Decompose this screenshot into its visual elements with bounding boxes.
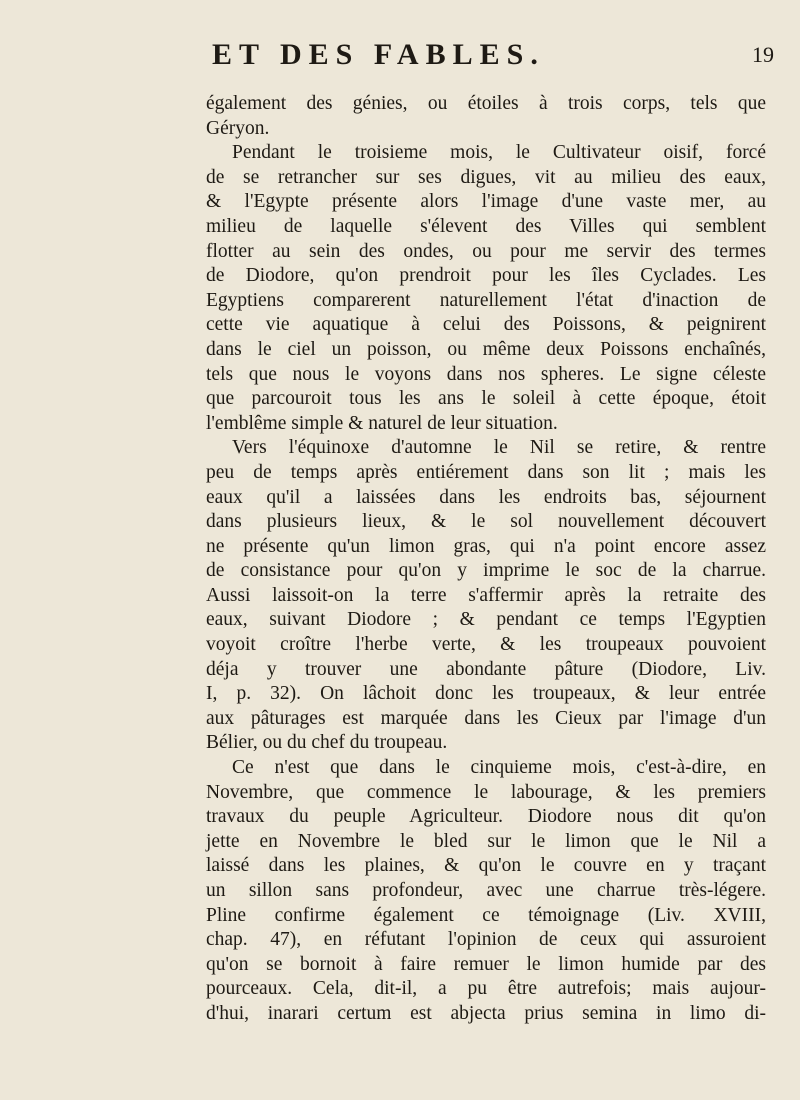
text-line: l'emblême simple & naturel de leur situation. [206, 412, 558, 434]
text-line: I, p. 32). On lâchoit donc les troupeaux, & leur entrée [206, 683, 766, 705]
text-line: Vers l'équinoxe d'automne le Nil se retire, & rentre [232, 437, 766, 459]
text-line: jette en Novembre le bled sur le limon que le Nil a [206, 830, 766, 852]
text-line: flotter au sein des ondes, ou pour me servir des termes [206, 240, 766, 262]
text-line: travaux du peuple Agriculteur. Diodore nous dit qu'on [206, 806, 766, 828]
page-number: 19 [752, 42, 774, 67]
text-line: tels que nous le voyons dans nos spheres. Le signe céleste [206, 363, 766, 385]
text-line: d'hui, inarari certum est abjecta prius semina in limo di- [206, 1002, 766, 1024]
text-line: eaux, suivant Diodore ; & pendant ce temps l'Egyptien [206, 609, 766, 631]
text-line: aux pâturages est marquée dans les Cieux par l'image d'un [206, 707, 766, 729]
text-line: qu'on se bornoit à faire remuer le limon humide par des [206, 953, 766, 975]
text-line: Géryon. [206, 117, 270, 139]
body-text [206, 92, 766, 1027]
page-header [212, 38, 800, 78]
text-line: peu de temps après entiérement dans son lit ; mais les [206, 461, 766, 483]
text-line: & l'Egypte présente alors l'image d'une vaste mer, au [206, 191, 766, 213]
text-line: eaux qu'il a laissées dans les endroits bas, séjournent [206, 486, 766, 508]
text-line: de consistance pour qu'on y imprime le soc de la charrue. [206, 560, 766, 582]
text-line: cette vie aquatique à celui des Poissons, & peignirent [206, 314, 766, 336]
text-line: déja y trouver une abondante pâture (Diodore, Liv. [206, 658, 766, 680]
text-line: que parcouroit tous les ans le soleil à cette époque, étoit [206, 388, 766, 410]
text-line: pourceaux. Cela, dit-il, a pu être autrefois; mais aujour- [206, 978, 766, 1000]
text-line: Ce n'est que dans le cinquieme mois, c'est-à-dire, en [232, 757, 766, 779]
text-line: Novembre, que commence le labourage, & les premiers [206, 781, 766, 803]
text-line: ne présente qu'un limon gras, qui n'a point encore assez [206, 535, 766, 557]
text-line: dans le ciel un poisson, ou même deux Poissons enchaînés, [206, 338, 766, 360]
text-line: de Diodore, qu'on prendroit pour les îles Cyclades. Les [206, 265, 766, 287]
text-line: Aussi laissoit-on la terre s'affermir après la retraite des [206, 584, 766, 606]
text-line: voyoit croître l'herbe verte, & les troupeaux pouvoient [206, 634, 766, 656]
text-line: un sillon sans profondeur, avec une charrue très-légere. [206, 880, 766, 901]
text-line: chap. 47), en réfutant l'opinion de ceux qui assuroient [206, 929, 766, 951]
text-line: également des génies, ou étoiles à trois corps, tels que [206, 93, 766, 114]
text-line: laissé dans les plaines, & qu'on le couvre en y traçant [206, 855, 766, 877]
text-line: dans plusieurs lieux, & le sol nouvellement découvert [206, 511, 766, 533]
text-line: Pendant le troisieme mois, le Cultivateur oisif, forcé [232, 142, 766, 164]
text-line: milieu de laquelle s'élevent des Villes qui semblent [206, 215, 766, 237]
text-line: de se retrancher sur ses digues, vit au milieu des eaux, [206, 166, 766, 188]
text-line: Pline confirme également ce témoignage (Liv. XVIII, [206, 904, 766, 926]
text-line: Egyptiens comparerent naturellement l'état d'inaction de [206, 289, 766, 311]
running-head: ET DES FABLES. [212, 38, 545, 71]
text-line: Bélier, ou du chef du troupeau. [206, 732, 448, 754]
